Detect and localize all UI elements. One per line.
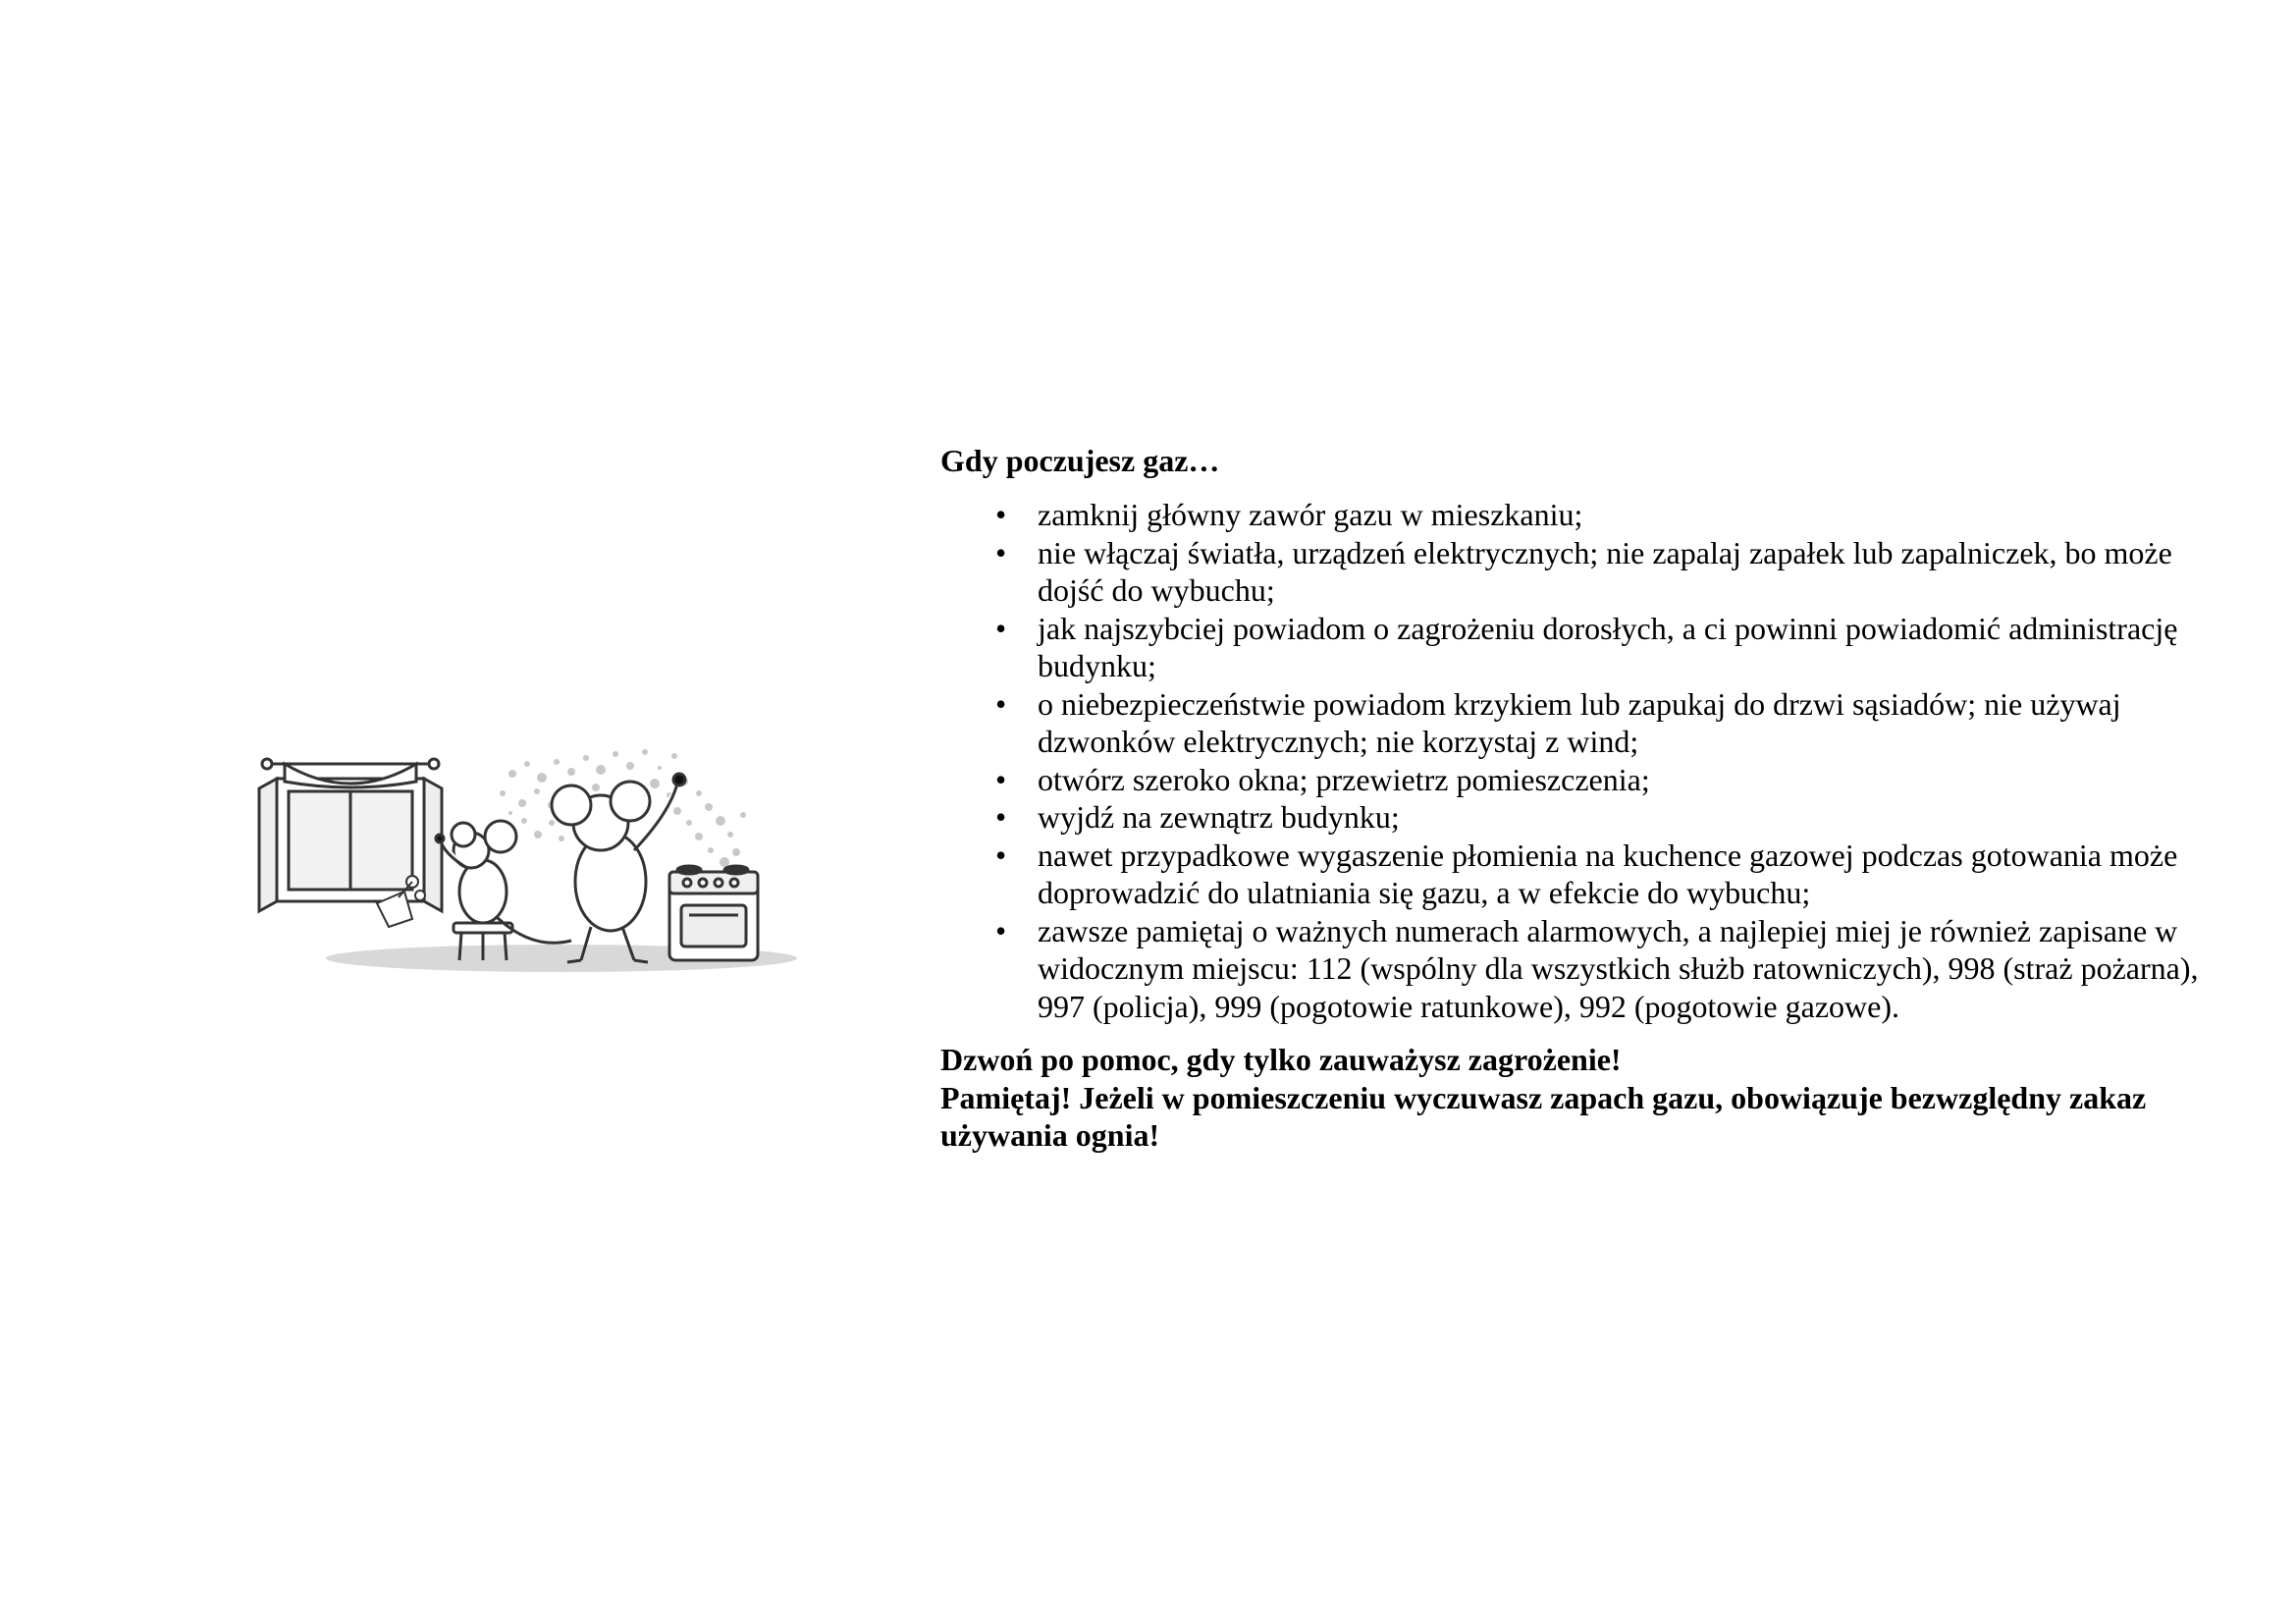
bullet: • [995,761,1007,797]
remember-warning-text: Pamiętaj! Jeżeli w pomieszczeniu wyczuwasz zapach gazu, obowiązuje bezwzględny zakaz używania ognia! [940,1079,2147,1153]
tip-text: nawet przypadkowe wygaszenie płomienia na kuchence gazowej podczas gotowania może doprowadzić do ulatniania się gazu, a w efekcie do wybuchu; [1038,837,2178,910]
list-item [940,837,2216,912]
call-for-help-text: Dzwoń po pomoc, gdy tylko zauważysz zagrożenie! [940,1042,1622,1077]
bullet: • [995,497,1007,532]
bullet: • [995,912,1007,948]
tip-text: o niebezpieczeństwie powiadom krzykiem lub zapukaj do drzwi sąsiadów; nie używaj dzwonków elektrycznych; nie korzystaj z wind; [1038,685,2121,759]
list-item [940,761,2216,799]
tip-text: zawsze pamiętaj o ważnych numerach alarmowych, a najlepiej miej je również zapisane w widocznym miejscu: 112 (wspólny dla wszystkich służb ratowniczych), 998 (straż pożarna), 997 (policja), 999 (pogotowie ratunkowe), 992 (pogotowie gazowe). [1038,912,2199,1024]
heading: Gdy poczujesz gaz… [940,443,1220,478]
tip-text: nie włączaj światła, urządzeń elektrycznych; nie zapalaj zapałek lub zapalniczek, bo może dojść do wybuchu; [1038,534,2172,608]
list-item [940,685,2216,761]
bullet: • [995,685,1007,722]
bullet: • [995,837,1007,873]
tip-text: otwórz szeroko okna; przewietrz pomieszczenia; [1038,761,1650,797]
list-item [940,798,2216,837]
tip-text: wyjdź na zewnątrz budynku; [1038,799,1400,835]
window [259,759,442,911]
tip-text: jak najszybciej powiadom o zagrożeniu dorosłych, a ci powinni powiadomić administrację budynku; [1038,610,2178,683]
list-item [940,496,2216,534]
bullet: • [995,610,1007,646]
bullet: • [995,534,1007,570]
list-item [940,610,2216,685]
big-mouse [552,774,685,962]
tips-list [940,496,2216,1025]
list-item [940,534,2216,610]
tip-text: zamknij główny zawór gazu w mieszkaniu; [1038,497,1583,532]
gas-stove [669,866,758,960]
gas-safety-text [940,439,2216,1155]
bullet: • [995,799,1007,835]
list-item [940,912,2216,1026]
gas-safety-illustration [257,744,807,980]
